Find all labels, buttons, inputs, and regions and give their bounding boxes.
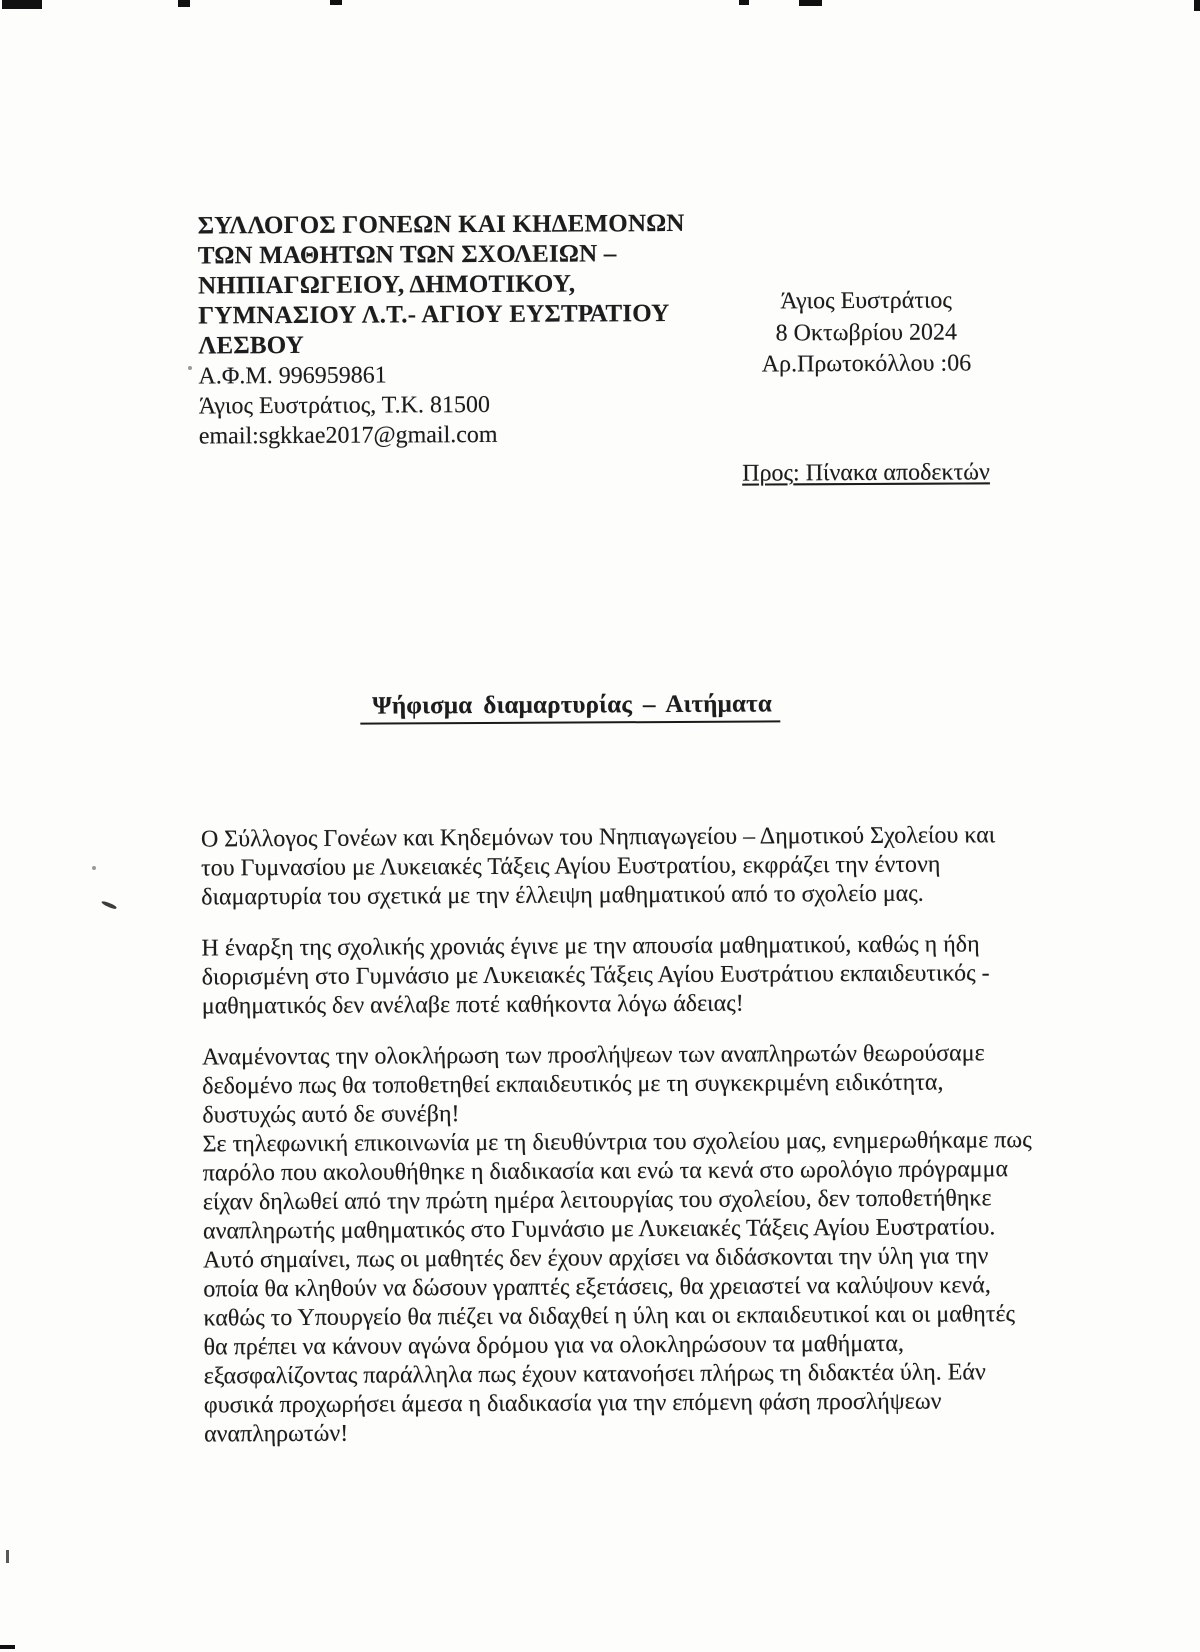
body-line: διαμαρτυρία του σχετικά με την έλλειψη μαθηματικού από το σχολείο μας. <box>201 880 924 911</box>
letter-body <box>201 821 1034 1471</box>
sender-email: email:sgkkae2017@gmail.com <box>198 421 498 450</box>
body-line: καθώς το Υπουργείο θα πιέζει να διδαχθεί η ύλη και οι εκπαιδευτικοί και οι μαθητές <box>203 1301 1016 1332</box>
body-line: εξασφαλίζοντας παράλληλα πως έχουν κατανοήσει πλήρως τη διδακτέα ύλη. Εάν <box>203 1359 986 1390</box>
body-line: μαθηματικός δεν ανέλαβε ποτέ καθήκοντα λόγω άδειας! <box>201 990 744 1020</box>
sender-name-lines <box>198 209 759 362</box>
body-line: αναπληρωτών! <box>203 1420 349 1448</box>
sender-contact <box>198 359 758 452</box>
body-line: αναπληρωτής μαθηματικός στο Γυμνάσιο με Λυκειακές Τάξεις Αγίου Ευστρατίου. <box>202 1214 996 1245</box>
body-line: φυσικά προχωρήσει άμεσα η διαδικασία για την επόμενη φάση προσλήψεων <box>203 1388 942 1419</box>
sender-block <box>198 209 759 452</box>
sender-afm: Α.Φ.Μ. 996959861 <box>198 362 387 390</box>
paragraph <box>201 821 1031 912</box>
body-line: είχαν δηλωθεί από την πρώτη ημέρα λειτουργίας του σχολείου, δεν τοποθετήθηκε <box>202 1185 992 1216</box>
letter-protocol-number: Αρ.Πρωτοκόλλου :06 <box>761 350 972 378</box>
body-line: οποία θα κληθούν να δώσουν γραπτές εξετάσεις, θα χρειαστεί να καλύψουν κενά, <box>203 1272 991 1303</box>
letter-date: 8 Οκτωβρίου 2024 <box>775 318 958 346</box>
sender-name-line: ΓΥΜΝΑΣΙΟΥ Λ.Τ.- ΑΓΙΟΥ ΕΥΣΤΡΑΤΙΟΥ <box>198 300 670 330</box>
recipient-line: Προς: Πίνακα αποδεκτών <box>742 459 990 487</box>
body-line: δυστυχώς αυτό δε συνέβη! <box>202 1101 460 1129</box>
body-line: Σε τηλεφωνική επικοινωνία με τη διευθύντρια του σχολείου μας, ενημερωθήκαμε πως <box>202 1127 1032 1158</box>
sender-address: Άγιος Ευστράτιος, Τ.Κ. 81500 <box>198 391 491 420</box>
paragraph <box>202 1039 1034 1449</box>
body-line: Αυτό σημαίνει, πως οι μαθητές δεν έχουν αρχίσει να διδάσκονται την ύλη για την <box>203 1243 989 1274</box>
body-line: Αναμένοντας την ολοκλήρωση των προσλήψεων των αναπληρωτών θεωρούσαμε <box>202 1040 985 1071</box>
body-line: Η έναρξη της σχολικής χρονιάς έγινε με την απουσία μαθηματικού, καθώς η ήδη <box>201 931 980 962</box>
document-title-text: Ψήφισμα διαμαρτυρίας – Αιτήματα <box>360 690 780 724</box>
paragraph <box>201 930 1031 1021</box>
body-line: διορισμένη στο Γυμνάσιο με Λυκειακές Τάξεις Αγίου Ευστράτιου εκπαιδευτικός - <box>201 960 990 991</box>
sender-name-line: ΣΥΛΛΟΓΟΣ ΓΟΝΕΩΝ ΚΑΙ ΚΗΔΕΜΟΝΩΝ <box>197 209 685 240</box>
sender-name-line: ΝΗΠΙΑΓΩΓΕΙΟΥ, ΔΗΜΟΤΙΚΟΥ, <box>197 270 576 300</box>
body-line: δεδομένο πως θα τοποθετηθεί εκπαιδευτικός με τη συγκεκριμένη ειδικότητα, <box>202 1069 944 1100</box>
body-line: παρόλο που ακολουθήθηκε η διαδικασία και ενώ τα κενά στο ωρολόγιο πρόγραμμα <box>202 1156 1009 1187</box>
sender-name-line: ΤΩΝ ΜΑΘΗΤΩΝ ΤΩΝ ΣΧΟΛΕΙΩΝ – <box>197 240 617 270</box>
body-line: του Γυμνασίου με Λυκειακές Τάξεις Αγίου Ευστρατίου, εκφράζει την έντονη <box>201 851 941 882</box>
body-line: θα πρέπει να κάνουν αγώνα δρόμου για να ολοκληρώσουν τα μαθήματα, <box>203 1330 905 1361</box>
letter-place: Άγιος Ευστράτιος <box>780 287 952 315</box>
document-title <box>360 690 780 720</box>
letter-meta-block <box>744 285 988 381</box>
body-line: Ο Σύλλογος Γονέων και Κηδεμόνων του Νηπιαγωγείου – Δημοτικού Σχολείου και <box>200 822 996 853</box>
sender-name-line: ΛΕΣΒΟΥ <box>198 331 305 360</box>
